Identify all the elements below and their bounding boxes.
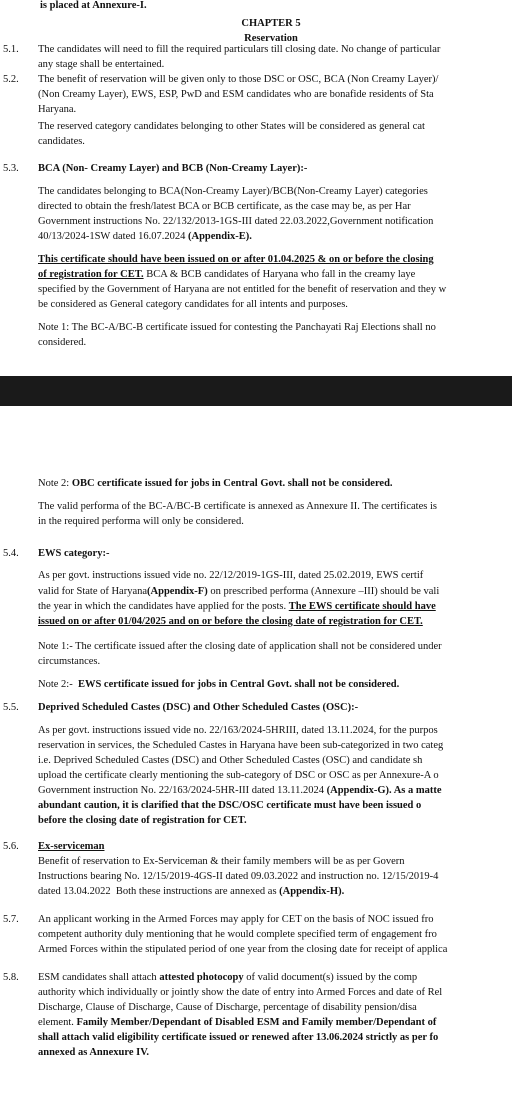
emphasis: The EWS certificate should have — [288, 601, 436, 612]
text-line: i.e. Deprived Scheduled Castes (DSC) and Other Scheduled Castes (OSC) and candidate sh — [38, 755, 423, 766]
emphasis: OBC certificate issued for jobs in Central Govt. shall not be considered. — [71, 478, 393, 489]
section-number: 5.3. — [3, 163, 19, 174]
emphasis: EWS certificate issued for jobs in Central Govt. shall not be considered. — [77, 679, 400, 690]
emphasis: (Appendix-H). — [279, 886, 345, 897]
text-line: the year in which the candidates have applied for the posts. The EWS certificate should have — [38, 601, 436, 612]
text-line: authority which individually or jointly show the date of entry into Armed Forces and date of Rel — [38, 987, 443, 998]
text-line: Haryana. — [38, 104, 77, 115]
section-number: 5.4. — [3, 548, 19, 559]
text-line: Discharge, Clause of Discharge, Cause of Discharge, percentage of disability pension/disa — [38, 1002, 417, 1013]
text-line: dated 13.04.2022 Both these instructions are annexed as (Appendix-H). — [38, 886, 345, 897]
chapter-number: CHAPTER 5 — [241, 18, 301, 29]
text-line: upload the certificate clearly mentioning the sub-category of DSC or OSC as per Annexure-A o — [38, 770, 439, 781]
text-line: (Non Creamy Layer), EWS, ESP, PwD and ESM candidates who are bonafide residents of Sta — [38, 89, 434, 100]
text-line: As per govt. instructions issued vide no. 22/163/2024-5HRIII, dated 13.11.2024, for the purpos — [38, 725, 438, 736]
text-line: This certificate should have been issued on or after 01.04.2025 & on or before the closing — [38, 254, 434, 265]
text-line: 40/13/2024-1SW dated 16.07.2024 (Appendix-E). — [38, 231, 252, 242]
chapter-title: Reservation — [244, 33, 298, 44]
text-line: Note 2:- EWS certificate issued for jobs in Central Govt. shall not be considered. — [38, 679, 400, 690]
text-line: directed to obtain the fresh/latest BCA or BCB certificate, as the case may be, as per Har — [38, 201, 411, 212]
section-number: 5.7. — [3, 914, 19, 925]
text-line: considered. — [38, 337, 87, 348]
text-line: Note 1:- The certificate issued after the closing date of application shall not be considered under — [38, 641, 442, 652]
text-line: of registration for CET. BCA & BCB candidates of Haryana who fall in the creamy laye — [38, 269, 416, 280]
page-separator-bar — [0, 376, 512, 406]
text-line: reservation in services, the Scheduled Castes in Haryana have been sub-categorized in two categ — [38, 740, 444, 751]
text-line: Note 2: OBC certificate issued for jobs in Central Govt. shall not be considered. — [38, 478, 393, 489]
section-number: 5.8. — [3, 972, 19, 983]
text-line: candidates. — [38, 136, 85, 147]
text-line: any stage shall be entertained. — [38, 59, 165, 70]
text-line: element. Family Member/Dependant of Disabled ESM and Family member/Dependant of — [38, 1017, 437, 1028]
text-line: The reserved category candidates belonging to other States will be considered as general cat — [38, 121, 425, 132]
text-line: Ex-serviceman — [38, 841, 105, 852]
section-number: 5.1. — [3, 44, 19, 55]
text-line: ESM candidates shall attach attested photocopy of valid document(s) issued by the comp — [38, 972, 418, 983]
emphasis: (Appendix-F) — [147, 586, 208, 597]
text-line: BCA (Non- Creamy Layer) and BCB (Non-Creamy Layer):- — [38, 163, 308, 174]
text-line: EWS category:- — [38, 548, 110, 559]
text-line: Government instructions No. 22/132/2013-1GS-III dated 22.03.2022,Government notification — [38, 216, 434, 227]
text-line: shall attach valid eligibility certificate issued or renewed after 13.06.2024 strictly as per fo — [38, 1032, 439, 1043]
section-number: 5.5. — [3, 702, 19, 713]
text-line: Armed Forces within the stipulated period of one year from the closing date for receipt of applica — [38, 944, 448, 955]
text-line: issued on or after 01/04/2025 and on or before the closing date of registration for CET. — [38, 616, 423, 627]
text-line: The candidates will need to fill the required particulars till closing date. No change of particular — [38, 44, 441, 55]
text-line: The valid performa of the BC-A/BC-B certificate is annexed as Annexure II. The certificates is — [38, 501, 437, 512]
text-line: Benefit of reservation to Ex-Serviceman & their family members will be as per Govern — [38, 856, 405, 867]
section-number: 5.2. — [3, 74, 19, 85]
emphasis: attested photocopy — [159, 972, 244, 983]
text-line: before the closing date of registration for CET. — [38, 815, 247, 826]
text-line: Deprived Scheduled Castes (DSC) and Other Scheduled Castes (OSC):- — [38, 702, 359, 713]
text-line: specified by the Government of Haryana are not entitled for the benefit of reservation and they w — [38, 284, 447, 295]
text-line: abundant caution, it is clarified that the DSC/OSC certificate must have been issued o — [38, 800, 422, 811]
text-line: valid for State of Haryana(Appendix-F) on prescribed performa (Annexure –III) should be vali — [38, 586, 440, 597]
text-line: Note 1: The BC-A/BC-B certificate issued for contesting the Panchayati Raj Elections shall no — [38, 322, 436, 333]
emphasis: of registration for CET. — [38, 269, 144, 280]
text-line: As per govt. instructions issued vide no. 22/12/2019-1GS-III, dated 25.02.2019, EWS certif — [38, 570, 424, 581]
text-line: The benefit of reservation will be given only to those DSC or OSC, BCA (Non Creamy Layer)/ — [38, 74, 439, 85]
text-line: in the required performa will only be considered. — [38, 516, 244, 527]
top-line: is placed at Annexure-I. — [40, 0, 147, 11]
emphasis: Family Member/Dependant of Disabled ESM and Family member/Dependant of — [76, 1017, 437, 1028]
text-line: circumstances. — [38, 656, 101, 667]
text-line: Government instruction No. 22/163/2024-5HR-III dated 13.11.2024 (Appendix-G). As a matte — [38, 785, 442, 796]
text-line: Instructions bearing No. 12/15/2019-4GS-II dated 09.03.2022 and instruction no. 12/15/2019-4 — [38, 871, 439, 882]
text-line: An applicant working in the Armed Forces may apply for CET on the basis of NOC issued fro — [38, 914, 434, 925]
section-number: 5.6. — [3, 841, 19, 852]
text-line: annexed as Annexure IV. — [38, 1047, 150, 1058]
emphasis: (Appendix-G). As a matte — [326, 785, 442, 796]
emphasis: (Appendix-E). — [188, 231, 252, 242]
text-line: The candidates belonging to BCA(Non-Creamy Layer)/BCB(Non-Creamy Layer) categories — [38, 186, 428, 197]
text-line: competent authority duly mentioning that he would complete specified term of engagement fro — [38, 929, 437, 940]
text-line: be considered as General category candidates for all intents and purposes. — [38, 299, 348, 310]
